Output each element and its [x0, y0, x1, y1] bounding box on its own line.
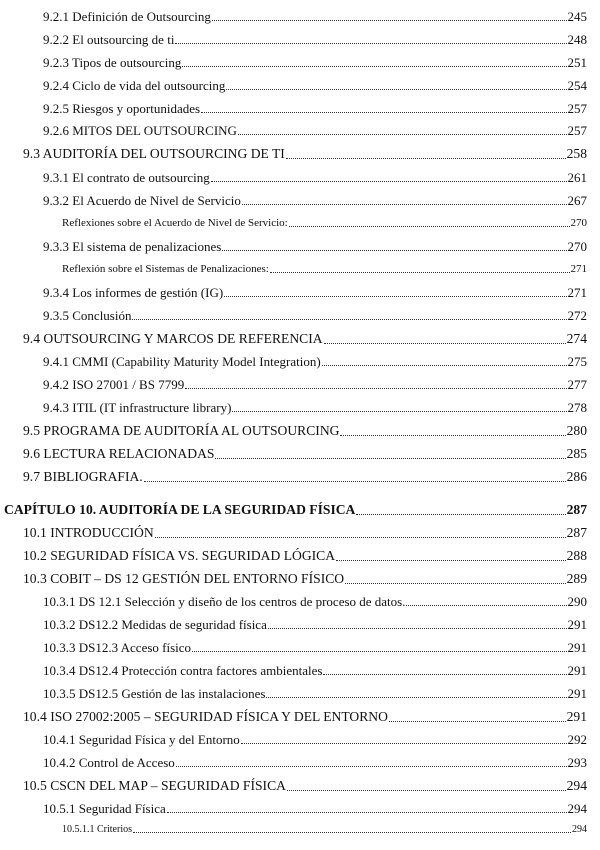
toc-entry[interactable] [62, 264, 587, 275]
toc-entry[interactable] [43, 309, 587, 322]
toc-leader-dots [155, 537, 566, 538]
toc-entry-title: Reflexiones sobre el Acuerdo de Nivel de Servicio: [62, 217, 288, 229]
toc-entry-title: 10.3 COBIT – DS 12 GESTIÓN DEL ENTORNO FÍSICO [23, 571, 345, 586]
toc-entry-page: 290 [567, 594, 587, 609]
toc-entry-title: 9.2.2 El outsourcing de ti [43, 32, 175, 47]
toc-entry-title: 9.7 BIBLIOGRAFIA. [23, 469, 143, 484]
toc-leader-dots [268, 628, 567, 629]
toc-entry-page: 289 [566, 571, 587, 586]
toc-entry-title: 10.5.1 Seguridad Física [43, 801, 166, 816]
toc-entry[interactable] [23, 572, 587, 586]
toc-entry-page: 257 [567, 101, 587, 116]
toc-leader-dots [175, 43, 566, 44]
toc-entry-title: 10.3.1 DS 12.1 Selección y diseño de los centros de proceso de datos. [43, 594, 406, 609]
toc-entry-page: 278 [567, 400, 587, 415]
toc-entry-title: 9.3.1 El contrato de outsourcing [43, 170, 210, 185]
toc-entry[interactable] [43, 401, 587, 414]
toc-leader-dots [211, 181, 567, 182]
toc-leader-dots [238, 134, 567, 135]
toc-entry[interactable] [23, 332, 587, 346]
toc-entry[interactable] [43, 102, 587, 115]
toc-entry-page: 292 [567, 732, 587, 747]
toc-entry[interactable] [43, 10, 587, 23]
toc-leader-dots [224, 296, 566, 297]
toc-entry-title: 9.4.3 ITIL (IT infrastructure library) [43, 400, 232, 415]
toc-entry-page: 274 [566, 331, 587, 346]
toc-entry[interactable] [62, 218, 587, 229]
toc-entry[interactable] [43, 171, 587, 184]
toc-entry-page: 291 [567, 686, 587, 701]
toc-entry-page: 291 [567, 663, 587, 678]
toc-entry-page: 248 [567, 32, 587, 47]
toc-chapter-entry[interactable] [4, 503, 587, 517]
toc-entry-page: 245 [567, 9, 587, 24]
toc-entry[interactable] [43, 687, 587, 700]
toc-entry[interactable] [43, 56, 587, 69]
toc-entry-page: 254 [567, 78, 587, 93]
toc-entry[interactable] [23, 779, 587, 793]
toc-leader-dots [144, 481, 566, 482]
toc-entry-page: 271 [570, 263, 587, 275]
toc-entry-page: 291 [566, 709, 587, 724]
toc-leader-dots [182, 66, 566, 67]
toc-leader-dots [226, 89, 566, 90]
toc-leader-dots [345, 583, 566, 584]
toc-entry-page: 270 [570, 217, 587, 229]
toc-leader-dots [176, 766, 567, 767]
toc-entry-title: 10.2 SEGURIDAD FÍSICA VS. SEGURIDAD LÓGICA [23, 548, 336, 563]
toc-leader-dots [212, 20, 567, 21]
toc-entry-title: 9.3 AUDITORÍA DEL OUTSOURCING DE TI [23, 146, 285, 161]
toc-leader-dots [287, 790, 566, 791]
toc-entry-title: 9.5 PROGRAMA DE AUDITORÍA AL OUTSOURCING [23, 423, 340, 438]
toc-entry[interactable] [43, 286, 587, 299]
toc-leader-dots [289, 226, 570, 227]
toc-entry-title: 9.3.3 El sistema de penalizaciones [43, 239, 222, 254]
toc-entry[interactable] [43, 194, 587, 207]
toc-leader-dots [241, 743, 567, 744]
toc-entry-title: 9.2.5 Riesgos y oportunidades [43, 101, 201, 116]
toc-entry-title: 10.1 INTRODUCCIÓN [23, 525, 154, 540]
toc-entry[interactable] [23, 710, 587, 724]
toc-entry[interactable] [43, 240, 587, 253]
toc-leader-dots [340, 435, 565, 436]
toc-leader-dots [286, 158, 566, 159]
toc-entry-page: 285 [566, 446, 587, 461]
toc-entry-page: 267 [567, 193, 587, 208]
toc-entry[interactable] [23, 147, 587, 161]
toc-entry-title: 9.4.2 ISO 27001 / BS 7799 [43, 377, 185, 392]
toc-entry-page: 294 [566, 778, 587, 793]
toc-leader-dots [222, 250, 566, 251]
toc-entry-page: 271 [567, 285, 587, 300]
toc-chapter-title: CAPÍTULO 10. AUDITORÍA DE LA SEGURIDAD FÍSICA [4, 502, 356, 517]
toc-entry-page: 258 [566, 146, 587, 161]
toc-leader-dots [336, 560, 566, 561]
toc-entry-title: 10.4.1 Seguridad Física y del Entorno [43, 732, 240, 747]
toc-entry[interactable] [43, 641, 587, 654]
toc-entry-page: 280 [566, 423, 587, 438]
toc-entry-page: 286 [566, 469, 587, 484]
toc-entry-title: 10.3.4 DS12.4 Protección contra factores ambientales [43, 663, 323, 678]
toc-leader-dots [356, 514, 565, 515]
toc-entry-page: 291 [567, 617, 587, 632]
toc-entry-title: 10.4 ISO 27002:2005 – SEGURIDAD FÍSICA Y DEL ENTORNO [23, 709, 388, 724]
toc-entry-title: 9.2.1 Definición de Outsourcing [43, 9, 211, 24]
toc-entry[interactable] [23, 424, 587, 438]
toc-entry-page: 287 [566, 525, 587, 540]
toc-entry-title: 10.3.5 DS12.5 Gestión de las instalaciones [43, 686, 266, 701]
toc-entry-title: 9.4 OUTSOURCING Y MARCOS DE REFERENCIA [23, 331, 323, 346]
toc-entry-page: 294 [567, 801, 587, 816]
toc-entry-title: 9.6 LECTURA RELACIONADAS [23, 446, 215, 461]
toc-entry[interactable] [62, 825, 587, 835]
toc-entry-page: 277 [567, 377, 587, 392]
toc-entry[interactable] [23, 549, 587, 563]
toc-leader-dots [242, 204, 567, 205]
toc-entry-title: 10.5.1.1 Criterios [62, 824, 132, 835]
toc-entry-title: 10.4.2 Control de Acceso [43, 755, 175, 770]
toc-entry-title: 9.3.5 Conclusión [43, 308, 132, 323]
toc-leader-dots [389, 721, 566, 722]
toc-entry-title: 9.2.6 MITOS DEL OUTSOURCING [43, 123, 237, 138]
toc-entry-page: 288 [566, 548, 587, 563]
toc-entry-page: 257 [567, 123, 587, 138]
toc-entry[interactable] [43, 595, 587, 608]
toc-entry-page: 261 [567, 170, 587, 185]
toc-entry-page: 294 [572, 824, 587, 835]
toc-entry[interactable] [43, 79, 587, 92]
toc-leader-dots [324, 343, 566, 344]
toc-leader-dots [185, 388, 566, 389]
toc-leader-dots [215, 458, 565, 459]
toc-entry[interactable] [43, 124, 587, 137]
toc-entry[interactable] [43, 378, 587, 391]
toc-entry[interactable] [43, 618, 587, 631]
toc-entry-title: 9.2.3 Tipos de outsourcing [43, 55, 182, 70]
toc-entry-title: 9.4.1 CMMI (Capability Maturity Model Integration) [43, 354, 321, 369]
toc-entry[interactable] [43, 664, 587, 677]
toc-entry-title: 9.3.2 El Acuerdo de Nivel de Servicio [43, 193, 241, 208]
toc-entry[interactable] [43, 355, 587, 368]
toc-entry-page: 272 [567, 308, 587, 323]
toc-entry[interactable] [23, 470, 587, 484]
toc-entry-title: 9.2.4 Ciclo de vida del outsourcing [43, 78, 226, 93]
toc-leader-dots [132, 319, 566, 320]
toc-entry-title: 10.5 CSCN DEL MAP – SEGURIDAD FÍSICA [23, 778, 286, 793]
toc-leader-dots [192, 651, 566, 652]
toc-leader-dots [133, 832, 571, 833]
toc-leader-dots [270, 272, 570, 273]
toc-entry[interactable] [23, 526, 587, 540]
toc-leader-dots [167, 812, 567, 813]
toc-entry-page: 293 [567, 755, 587, 770]
toc-leader-dots [201, 112, 566, 113]
toc-leader-dots [232, 411, 566, 412]
toc-entry-title: 9.3.4 Los informes de gestión (IG) [43, 285, 224, 300]
toc-entry-title: 10.3.3 DS12.3 Acceso físico [43, 640, 192, 655]
toc-entry-page: 291 [567, 640, 587, 655]
toc-entry[interactable] [43, 802, 587, 815]
toc-entry-title: 10.3.2 DS12.2 Medidas de seguridad física [43, 617, 267, 632]
toc-entry-page: 275 [567, 354, 587, 369]
toc-entry-page: 270 [567, 239, 587, 254]
toc-entry[interactable] [23, 447, 587, 461]
toc-leader-dots [266, 697, 566, 698]
toc-leader-dots [322, 365, 567, 366]
toc-leader-dots [406, 605, 566, 606]
toc-entry-page: 251 [567, 55, 587, 70]
toc-entry[interactable] [43, 33, 587, 46]
toc-entry[interactable] [43, 733, 587, 746]
toc-entry[interactable] [43, 756, 587, 769]
toc-leader-dots [323, 674, 566, 675]
toc-entry-title: Reflexión sobre el Sistemas de Penalizaciones: [62, 263, 269, 275]
toc-entry-page: 287 [566, 502, 587, 517]
